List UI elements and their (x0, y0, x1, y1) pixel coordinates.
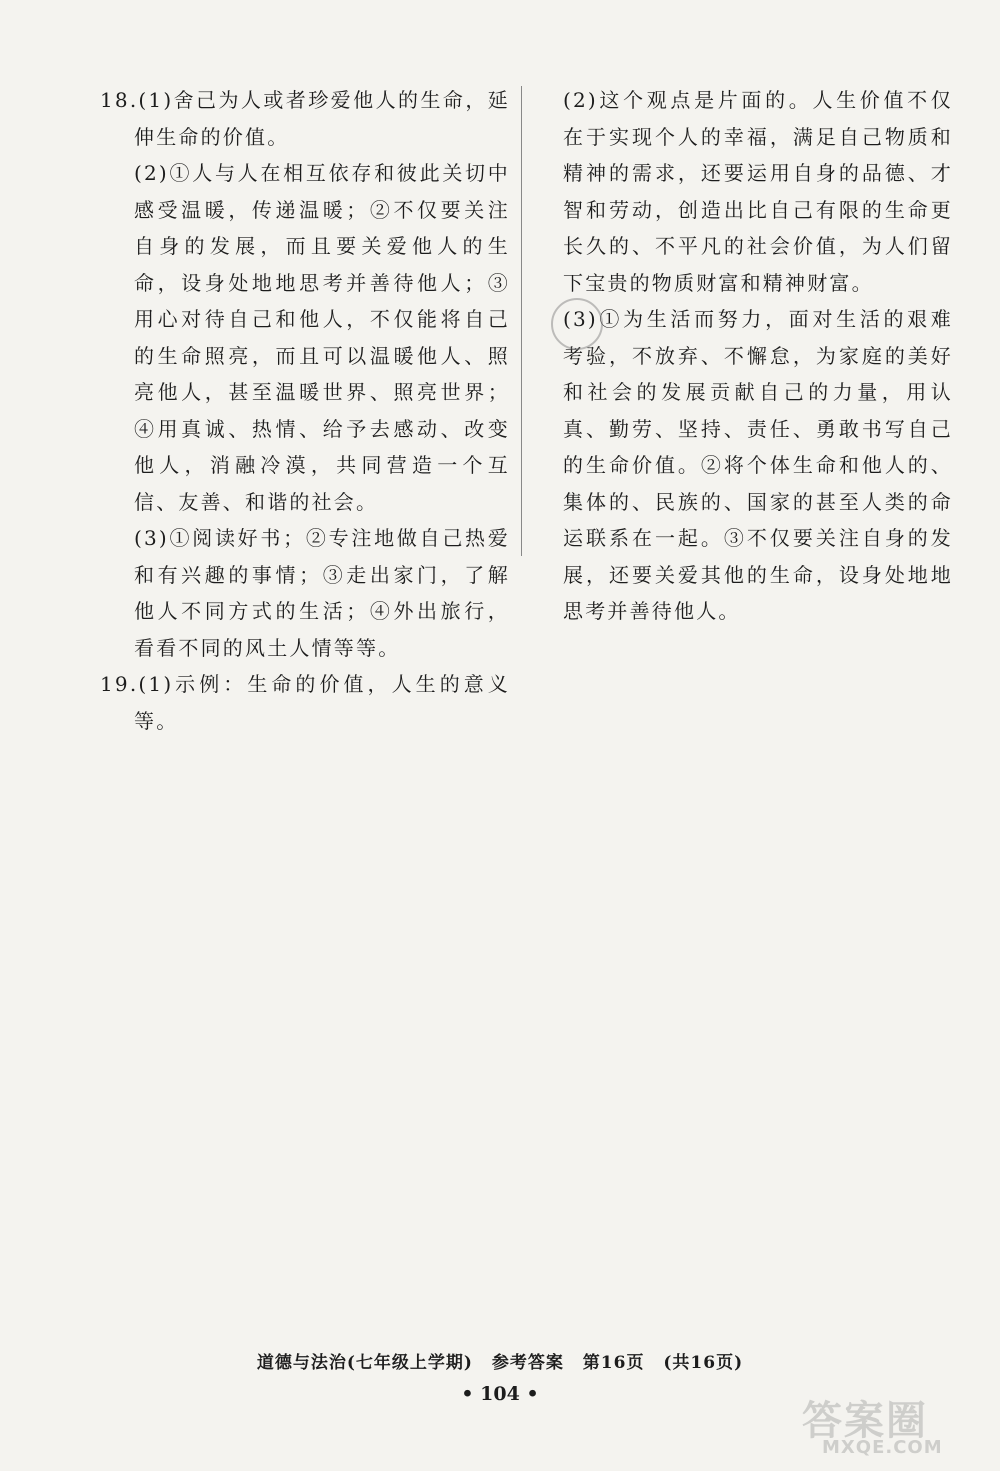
answer-19-2: (2)这个观点是片面的。人生价值不仅在于实现个人的幸福，满足自己物质和精神的需求，还要运用自身的品德、才智和劳动，创造出比自己有限的生命更长久的、不平凡的社会价值，为人们留下宝贵的物质财富和精神财富。 (563, 88, 953, 295)
right-column (563, 82, 953, 630)
answer-18-1: 18.(1)舍己为人或者珍爱他人的生命，延伸生命的价值。 (100, 88, 510, 149)
watermark-logo (782, 1371, 982, 1461)
left-column (100, 82, 510, 739)
stamp-seal (551, 298, 603, 350)
answer-19-3: (3)①为生活而努力，面对生活的艰难考验，不放弃、不懈怠，为家庭的美好和社会的发展贡献自己的力量，用认真、勤劳、坚持、责任、勇敢书写自己的生命价值。②将个体生命和他人的、集体的、民族的、国家的甚至人类的命运联系在一起。③不仅要关注自身的发展，还要关爱其他的生命，设身处地地思考并善待他人。 (563, 307, 953, 623)
answer-18-2: (2)①人与人在相互依存和彼此关切中感受温暖，传递温暖；②不仅要关注自身的发展，而且要关爱他人的生命，设身处地地思考并善待他人；③用心对待自己和他人，不仅能将自己的生命照亮，而且可以温暖他人、照亮他人，甚至温暖世界、照亮世界；④用真诚、热情、给予去感动、改变他人，消融冷漠，共同营造一个互信、友善、和谐的社会。 (134, 161, 510, 514)
watermark-text: 答案圈 (802, 1398, 928, 1444)
answer-19-1: 19.(1)示例：生命的价值，人生的意义等。 (100, 672, 510, 733)
footer-subject: 道德与法治(七年级上学期) (256, 1353, 473, 1373)
page-number: • 104 • (461, 1383, 539, 1405)
footer-page: 第16页 (582, 1353, 645, 1373)
page-footer (0, 1348, 1000, 1373)
footer-label: 参考答案 (491, 1353, 564, 1373)
watermark-url: MXQE.COM (822, 1437, 943, 1458)
answer-18-3: (3)①阅读好书；②专注地做自己热爱和有兴趣的事情；③走出家门，了解他人不同方式的生活；④外出旅行，看看不同的风土人情等等。 (134, 526, 510, 660)
footer-total: (共16页) (663, 1353, 744, 1373)
column-divider (521, 86, 522, 556)
